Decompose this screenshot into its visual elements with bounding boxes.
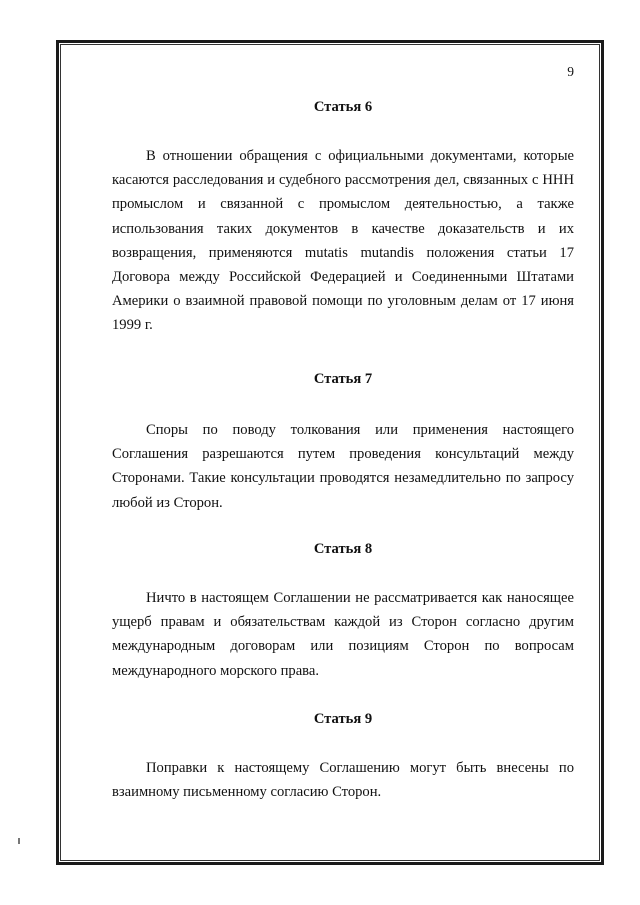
article-6-heading: Статья 6	[313, 99, 373, 115]
article-7-text: Споры по поводу толкования или применения настоящего Соглашения разрешаются путем проведения консультаций между Сторонами. Такие консультации проводятся незамедлительно по запросу любой из Сторон.	[112, 422, 574, 511]
article-9-text: Поправки к настоящему Соглашению могут быть внесены по взаимному письменному согласию Сторон.	[112, 760, 574, 801]
page-number: 9	[567, 64, 574, 79]
article-9-heading: Статья 9	[313, 711, 373, 727]
scan-mark	[18, 838, 20, 844]
article-7-heading: Статья 7	[313, 371, 373, 387]
article-8-heading: Статья 8	[313, 541, 373, 557]
article-8-text: Ничто в настоящем Соглашении не рассматривается как наносящее ущерб правам и обязательствам каждой из Сторон согласно другим международным договорам или позициям Сторон по вопросам международного морского права.	[112, 590, 574, 679]
article-6-text: В отношении обращения с официальными документами, которые касаются расследования и судебного рассмотрения дел, связанных с ННН промыслом и связанной с промыслом деятельностью, а также использования таких документов в качестве доказательств и их возвращения, применяются mutatis mutandis положения статьи 17 Договора между Российской Федерацией и Соединенными Штатами Америки о взаимной правовой помощи по уголовным делам от 17 июня 1999 г.	[112, 148, 574, 334]
